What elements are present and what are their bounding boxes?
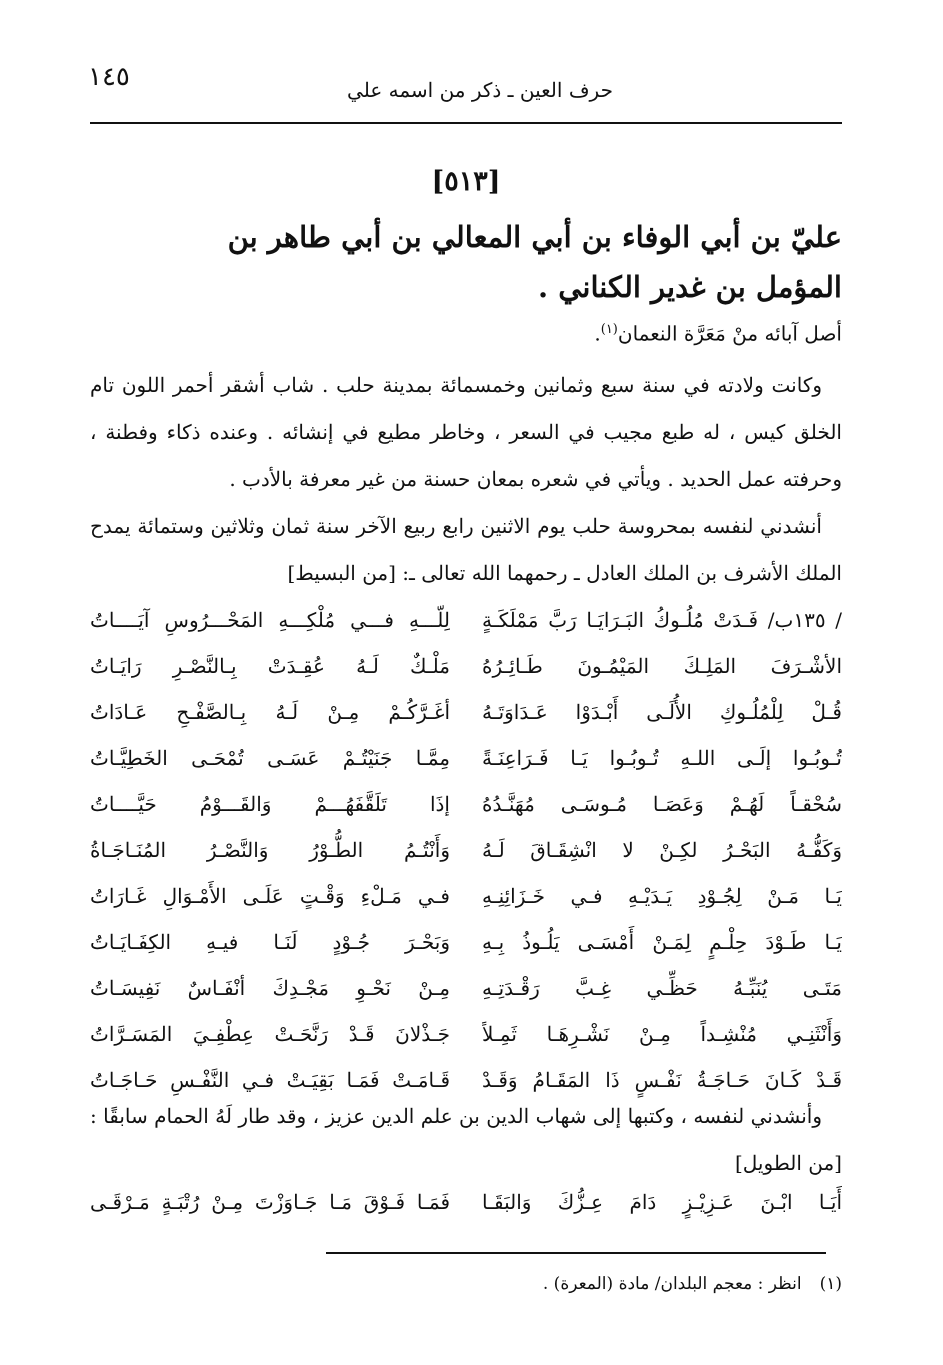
- verse-row: [90, 736, 842, 782]
- verse-row: [90, 920, 842, 966]
- verse-second-hemistich: قَـامَـتْ فَمَـا بَقِيَـتْ فـي النَّفْـسِ حَـاجَـاتُ: [90, 1068, 450, 1092]
- verse-row: [90, 1012, 842, 1058]
- verse-first-hemistich: قَـدْ كَـانَ حَـاجَـةُ نَفْـسٍ ذَا المَقَـامُ وَقَـدْ: [482, 1068, 842, 1092]
- verse-first-hemistich: تُـوبُـوا إلَـى اللـهِ تُـوبُـوا يَـا فَـرَاعِنَـةً: [482, 746, 842, 770]
- entry-title: عليّ بن أبي الوفاء بن أبي المعالي بن أبي طاهر بن المؤمل بن غدير الكناني .: [227, 220, 842, 304]
- verse-row: [90, 966, 842, 1012]
- verse-first-hemistich: مَتَـى يُنَبِّـهُ حَظِّـي غِـبَّ رَقْـدَتِـهِ: [482, 976, 842, 1000]
- verse-first-hemistich: قُـلْ لِلْمُلُـوكِ الأُلَـى أَبْـدَوْا عَـدَاوَتَـهُ: [482, 700, 842, 724]
- verse-row: [90, 690, 842, 736]
- origin-paragraph: [90, 306, 842, 358]
- entry-number: [٥١٣]: [431, 166, 501, 197]
- poem1-verses: [90, 598, 842, 1104]
- verse-second-hemistich: فَمَـا فَـوْقَ مَـا جَـاوَزْتَ مِـنْ رُتْبَـةٍ مَـرْقَـى: [90, 1190, 450, 1214]
- poem1-intro: أنشدني لنفسه بمحروسة حلب يوم الاثنين رابع ربيع الآخر سنة ثمان وثلاثين وستمائة يمدح الملك الأشرف بن الملك العادل ـ رحمهما الله تعالى ـ: [من البسيط]: [90, 514, 842, 585]
- verse-first-hemistich: / ١٣٥ب/ فَـدَتْ مُلُـوكُ البَـرَايَـا رَبَّ مَمْلَكَـةٍ: [482, 608, 842, 632]
- verse-row: [90, 782, 842, 828]
- birth-paragraph: وكانت ولادته في سنة سبع وثمانين وخمسمائة بمدينة حلب . شاب أشقر أحمر اللون تام الخلق كيس ، له طبع مجيب في السعر ، وخاطر مطيع في إنشائه . وعنده ذكاء وفطنة ، وحرفته عمل الحديد . ويأتي في شعره بمعان حسنة من غير معرفة بالأدب .: [90, 373, 842, 491]
- header-rule: [90, 122, 842, 124]
- verse-row: [90, 1180, 842, 1226]
- poem2-verses: [90, 1180, 842, 1226]
- footnote-number: (١): [819, 1274, 842, 1294]
- footnote: [300, 1274, 842, 1294]
- verse-row: [90, 644, 842, 690]
- verse-first-hemistich: يَـا طَـوْدَ حِلْـمٍ لِمَـنْ أَمْسَـى يَلُـوذُ بِـهِ: [482, 930, 842, 954]
- verse-second-hemistich: فـي مَـلْءِ وَقْـتٍ عَلَـى الأَمْـوَالِ غَـارَاتُ: [90, 884, 450, 908]
- verse-first-hemistich: يَـا مَـنْ لِجُـوْدِ يَـدَيْـهِ فـي خَـزَائِنِـهِ: [482, 884, 842, 908]
- origin-text: أصل آبائه منْ مَعَرَّة النعمان: [617, 321, 842, 346]
- origin-end: .: [594, 321, 601, 346]
- footnote-text: انظر : معجم البلدان/ مادة (المعرة) .: [542, 1274, 802, 1294]
- verse-second-hemistich: أغَـرَّكُـمْ مِـنْ لَـهُ بِـالصَّفْـحِ عَـادَاتُ: [90, 700, 450, 724]
- verse-second-hemistich: جَـذْلانَ قَـدْ رَنَّحَـتْ عِطْفِـيَ المَسَـرَّاتُ: [90, 1022, 450, 1046]
- footnote-rule: [326, 1252, 826, 1254]
- verse-first-hemistich: الأشْـرَفَ المَلِـكَ المَيْمُـونَ طَـائِـرُهُ: [482, 654, 842, 678]
- verse-second-hemistich: مِمَّـا جَنَيْتُـمْ عَسَـى تُمْحَـى الخَطِيَّـاتُ: [90, 746, 450, 770]
- poem2-intro: وأنشدني لنفسه ، وكتبها إلى شهاب الدين بن علم الدين عزيز ، وقد طار لَهُ الحمام سابقًا : [من الطويل]: [90, 1104, 842, 1175]
- running-title: حرف العين ـ ذكر من اسمه علي: [347, 78, 613, 102]
- page-header: [0, 0, 943, 130]
- verse-second-hemistich: مَلْـكٌ لَـهُ عُقِـدَتْ بِـالنَّصْـرِ رَايَـاتُ: [90, 654, 450, 678]
- verse-first-hemistich: وَكَفُّـهُ البَحْـرُ لكِـنْ لا انْشِقَـاقَ لَـهُ: [482, 838, 842, 862]
- verse-row: [90, 874, 842, 920]
- footnote-reference: (١): [600, 322, 618, 337]
- verse-first-hemistich: أَيَـا ابْـنَ عَـزِيْـزٍ دَامَ عِـزُّكَ وَالبَقَـا: [482, 1190, 842, 1214]
- verse-second-hemistich: مِـنْ نَحْـوِ مَجْـدِكَ أنْفَـاسٌ نَفِيسَـاتُ: [90, 976, 450, 1000]
- verse-second-hemistich: وَبَحْـرَ جُـوْدٍ لَنَـا فيـهِ الكِفَـايَـاتُ: [90, 930, 450, 954]
- verse-first-hemistich: وَأَنْثَنِـي مُنْشِـداً مِـنْ نَشْـرِهَـا ثَمِـلاً: [482, 1022, 842, 1046]
- verse-second-hemistich: لِلّـــهِ فـــي مُلْكِـــهِ المَحْـــرُوسِ آيَــــاتُ: [90, 608, 450, 632]
- verse-second-hemistich: إذَا تَلَقَّفَهُـــمْ وَالقَـــوْمُ حَيَّــــاتُ: [90, 792, 450, 816]
- verse-row: [90, 828, 842, 874]
- page-number: ١٤٥: [88, 62, 130, 92]
- verse-first-hemistich: سُحْقـاً لَهُـمْ وَعَصَـا مُـوسَـى مُهَنَّـدُهُ: [482, 792, 842, 816]
- verse-second-hemistich: وَأَنْتُـمُ الطُّـوْرُ وَالنَّصْـرُ المُنَـاجَـاةُ: [90, 838, 450, 862]
- verse-row: [90, 598, 842, 644]
